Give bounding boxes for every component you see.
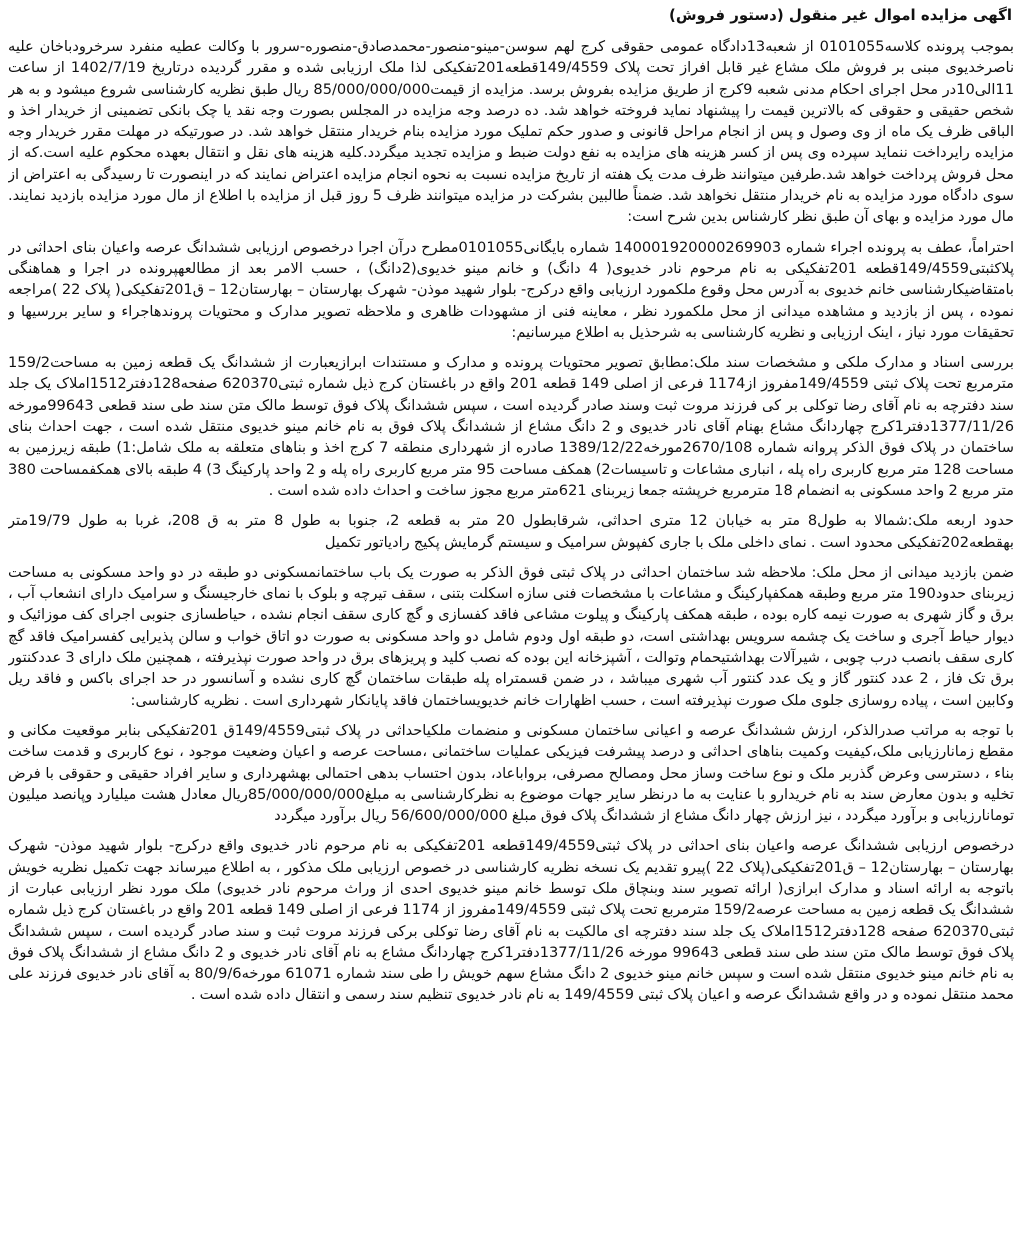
paragraph-site-inspection: ضمن بازدید میدانی از محل ملک: ملاحظه شد ساختمان احداثی در پلاک ثبتی فوق الذکر به صورت یک باب ساختمانمسکونی دو طبقه در دو واحد مسکونی به مساحت زیربنای حدود190 متر مربع وطبقه همکفپارکینگ و مشاعات با مشخصات فنی سازه اسکلت بتنی ، سقف تیرچه و بلوک با نمای خارجیسنگ و سرامیک دارای انشعاب آب ، برق و گاز شهری به صورت نیمه کاره بوده ، طبقه همکف پارکینگ و پیلوت مشاعی فاقد کفسازی و گچ کاری سقف انجام نشده ، حیاطسازی جنوبی اجرای کف موزائیک و دیوار حیاط آجری و ساخت یک چشمه سرویس بهداشتی است، دو طبقه اول ودوم شامل دو واحد مسکونی به صورت دو اتاق خواب و سالن پذیرایی کفسرامیک فاقد گچ کاری سقف بانصب درب چوبی ، شیرآلات بهداشتیحمام وتوالت ، آشپزخانه این بوده که نصب کلید و پریزهای برق در واحد صورت نپذیرفته ، همچنین ملک دارای 3 عددکنتور برق تک فاز ، 2 عدد کنتور گاز و یک عدد کنتور آب شهری میباشد ، در ضمن قسمتراه پله طبقات ساختمان گچ کاری نشده و آسانسور در حد اجرای باکس و فاقد ریل وکابین است ، پیاده روسازی جلوی ملک صورت نپذیرفته است ، حسب اظهارات خانم خدیویساختمان فاقد پایانکار شهرداری است . نظریه کارشناسی: [8,563,1014,709]
paragraph-property-boundaries: حدود اربعه ملک:شمالا به طول8 متر به خیابان 12 متری احداثی، شرقابطول 20 متر به قطعه 2، جنوبا به طول 8 متر به ق 208، غربا به طول 19/79متر بهقطعه202تفکیکی محدود است . نمای داخلی ملک با جاری کفپوش سرامیک و سیستم گرمایش پکیج رادیاتور تکمیل [8,512,1014,551]
paragraph-expert-introduction: احتراماً، عطف به پرونده اجراء شماره 140001920000269903 شماره بایگانی0101055مطرح درآن اجرا درخصوص ارزیابی ششدانگ عرصه واعیان بنای احداثی در پلاکثبتی149/4559قطعه 201تفکیکی به نام مرحوم نادر خدیوی( 4 دانگ) و خانم مینو خدیوی(2دانگ) ، حسب الامر بعد از مطالعهپرونده در اجرا و هماهنگی بامتقاضیکارشناسی خانم خدیوی به آدرس محل وقوع ملکمورد ارزیابی واقع درکرج- بلوار شهید موذن- شهرک بهارستان – بهارستان12 – ق201تفکیکی( پلاک 22 )مراجعه نموده ، پس از بازدید و مشاهده میدانی از محل ملکمورد نظر ، معاینه فنی از مشهودات ظاهری و ملاحظه تصویر مدارک و محتویات پروندهاجراء و سایر بررسیها و تحقیقات مورد نیاز ، اینک ارزیابی و نظریه کارشناسی به شرحذیل به اطلاع میرسانیم: [8,238,1014,341]
notice-title: اگهی مزایده اموال غیر منقول (دستور فروش) [668,6,1012,24]
auction-notice-document [8,4,1014,1248]
paragraph-valuation: با توجه به مراتب صدرالذکر، ارزش ششدانگ عرصه و اعیانی ساختمان مسکونی و منضمات ملکیاحداثی در پلاک ثبتی149/4559ق 201تفکیکی بنابر موقعیت مکانی و مقطع زمانارزیابی ملک،کیفیت وکمیت بناهای احداثی و درصد پیشرفت فیزیکی عملیات ساختمانی ،مساحت عرصه و اعیان وضعیت موجود ، نوع کاربری و قدمت ساخت بناء ، دسترسی وعرض گذربر ملک و نوع ساخت وساز محل ومصالح مصرفی، برواباعاد، بدون احتساب بدهی احتمالی بهشهرداری و سایر افراد حقیقی و حقوقی با فرض تخلیه و بدون معارض سند به نام خریدارو با عنایت به ما درنظر سایر جهات موضوع به نظرکارشناسی به مبلغ85/000/000/000ریال معادل هشت میلیارد وپانصد میلیون تومانارزیابی و برآورد میگردد ، نیز ارزش چهار دانگ مشاع از ششدانگ پلاک فوق مبلغ 56/600/000/000 ریال برآورد میگردد [8,721,1014,825]
paragraph-supplementary-report: درخصوص ارزیابی ششدانگ عرصه واعیان بنای احداثی در پلاک ثبتی149/4559قطعه 201تفکیکی به نام مرحوم نادر خدیوی واقع درکرج- بلوار شهید موذن- شهرک بهارستان – بهارستان12 – ق201تفکیکی(پلاک 22 )پیرو تقدیم یک نسخه نظریه کارشناسی در خصوص ارزیابی ملک مذکور ، به اطلاع میرساند جهت تکمیل نظریه خویش باتوجه به ارائه اسناد و مدارک ابرازی( ارائه تصویر سند وبنچاق ملک توسط خانم مینو خدیوی احدی از وراث مرحوم نادر خدیوی) ملک مورد نظر ارزیابی عبارت از ششدانگ یک قطعه زمین به مساحت عرصه159/2 مترمربع تحت پلاک ثبتی 149/4559مفروز از 1174 فرعی از اصلی 149 قطعه 201 واقع در باغستان کرج ذیل شماره ثبتی620370 صفحه 128دفتر1512املاک یک جلد سند دفترچه ای مالکیت به نام آقای رضا توکلی برکی فرزند مروت ثبت و سند صادر گردیده است ، سپس ششدانگ پلاک فوق توسط مالک متن سند طی سند قطعی 99643 مورخه 1377/11/26دفتر1کرج چهاردانگ مشاع به نام آقای نادر خدیوی و 2 دانگ مشاع از ششدانگ پلاک فوق به نام خانم مینو خدیوی منتقل شده است و سپس خانم مینو خدیوی 2 دانگ مشاع سهم خویش را طی سند شماره 61071 مورخه80/9/6 به آقای نادر خدیوی فرزند علی محمد منتقل نموده و در واقع ششدانگ عرصه و اعیان پلاک ثبتی 149/4559 به نام نادر خدیوی تنظیم سند رسمی و انتقال داده شده است . [8,837,1014,1004]
paragraph-property-documents: بررسی اسناد و مدارک ملکی و مشخصات سند ملک:مطابق تصویر محتویات پرونده و مدارک و مستندات ابرازیعبارت از ششدانگ یک قطعه زمین به مساحت159/2 مترمربع تحت پلاک ثبتی 149/4559مفروز از1174 فرعی از اصلی 149 قطعه 201 واقع در باغستان کرج ذیل شماره ثبتی620370 صفحه128دفتر1512املاک یک جلد سند دفترچه به نام آقای رضا توکلی بر کی فرزند مروت ثبت وسند صادر گردیده است ، سپس ششدانگ پلاک فوق توسط مالک متن سند طی سند قطعی 99643مورخه 1377/11/26دفتر1کرج چهاردانگ مشاع بهنام آقای نادر خدیوی و 2 دانگ مشاع از ششدانگ پلاک فوق به نام خانم مینو خدیوی منتقل شده است ، جهت احداث بنای ساختمان در پلاک فوق الذکر پروانه شماره 2670/108مورخه1389/12/22 صادره از شهرداری منطقه 7 کرج اخذ و بناهای متعلقه به ملک شامل:1) طبقه زیرزمین به مساحت 128 متر مربع کاربری راه پله ، انباری مشاعات و تاسیسات2) همکف مساحت 95 متر مربع کاربری راه پله و 2 واحد پارکینگ 3) 4 طبقه بالای همکفمساحت 380 متر مربع 2 واحد مسکونی به انضمام 18 مترمربع خرپشته جمعا زیربنای 621متر مربع مجوز ساخت و احداث داده شده است . [8,354,1014,499]
paragraph-auction-terms: بموجب پرونده کلاسه0101055 از شعبه13دادگاه عمومی حقوقی کرج لهم سوسن-مینو-منصور-محمدصادق-منصوره-سرور با وکالت عطیه منفرد سرخرودباخان علیه ناصرخدیوی مبنی بر فروش ملک مشاع غیر قابل افراز تحت پلاک 149/4559قطعه201تفکیکی لذا ملک ارزیابی شده و مقرر گردیده درتاریخ 1402/7/19 از ساعت 11الی10در محل اجرای احکام مدنی شعبه 9کرج از طریق مزایده بفروش برسد. مزایده از قیمت85/000/000/000 ریال طبق نظریه کارشناسی شروع میشود و به هر شخص حقیقی و حقوقی که بالاترین قیمت را پیشنهاد نماید فروخته خواهد شد. ده درصد وجه مزایده در المجلس بصورت وجه نقد یا چک بانکی تضمینی از خریدار اخذ و الباقی ظرف یک ماه از وی وصول و پس از انجام مراحل قانونی و صدور حکم تملیک مورد مزایده بنام خریدار منتقل خواهد شد. در صورتیکه در مهلت مقرر خریدار وجه مزایده رایرداخت ننماید سپرده وی پس از کسر هزینه های مزایده به نفع دولت ضبط و مزایده تجدید میگردد.کلیه هزینه های نقل و انتقال بعهده محکوم علیه است.که از محل فروش پرداخت خواهد شد.طرفین میتوانند ظرف مدت یک هفته از تاریخ مزایده نسبت به نحوه انجام مزایده اعتراض نمایند که در اینصورت تا رسیدگی به اعتراض از سوی دادگاه مورد مزایده به نام خریدار منتقل نخواهد شد. ضمناً طالبین بشرکت در مزایده میتوانند ظرف 5 روز قبل از مزایده با اطلاع از مال مورد مزایده بازدید نمایند. مال مورد مزایده و بهای آن طبق نظر کارشناس بدین شرح است: [8,38,1014,226]
